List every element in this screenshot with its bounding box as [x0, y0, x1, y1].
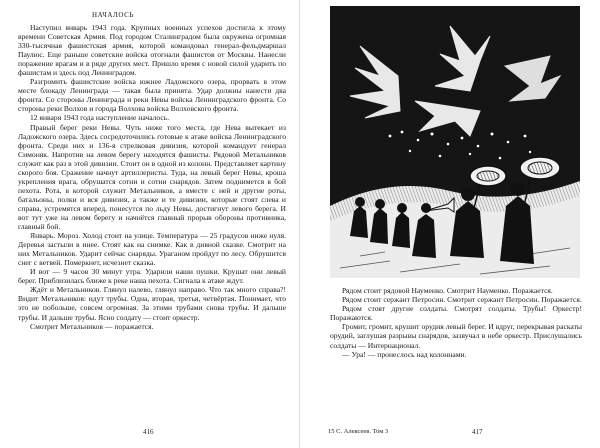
paragraph: Громит, громит, крушит орудия левый берег. И вдруг, перекрывая раскаты орудий, заглушая разрывы снарядов, зазвучал в небе оркестр. Прислушались солдаты — Интернационал. [330, 322, 582, 350]
paragraph: Смотрит Метальников — поражается. [30, 321, 154, 331]
paragraph: Рядом стоит рядовой Науменко. Смотрит Науменко. Поражается. [342, 286, 553, 295]
page-number-left: 416 [143, 428, 154, 436]
right-page [300, 0, 600, 448]
paragraph: И вот — 9 часов 30 минут утра. Ударили наши пушки. Крушат они левый берег. Приблизилась ближе к реке наша пехота. Сигнала к атаке ждут. [18, 267, 286, 286]
woodcut-illustration [330, 6, 580, 278]
paragraph: Рядом стоят другие солдаты. Смотрят солдаты. Трубы! Оркестр! Поражаются. [330, 304, 582, 323]
paragraph: Разгромить фашистские войска южнее Ладожского озера, прорвать в этом месте блокаду Ленинграда — такая была принята. Удар должны нанести два фронта. Со стороны Ленинграда и реки Невы войска Ленинградского фронта. Со стороны реки Волхов и города Волхова войска Волховского фронта. [18, 77, 286, 114]
printer-signature: 15 С. Алексеев. Том 3 [328, 428, 389, 435]
left-page-text [18, 23, 286, 331]
running-head: НАЧАЛОСЬ [92, 11, 135, 19]
right-page-text [330, 286, 582, 359]
paragraph: 12 января 1943 года наступление началось. [30, 113, 170, 123]
page-number-right: 417 [472, 428, 483, 436]
paragraph: Январь. Мороз. Холод стоит на улице. Температура — 25 градусов ниже нуля. Деревья застыли в инее. Стоят как на снимке. Как в дивной сказке. Смотрит на них Метальников. Ударит сейчас снаряды. Ураганом пройдут по лесу. Обрушится снег с ветвей. Померкнет, исчезнет сказка. [18, 231, 286, 268]
paragraph: Рядом стоит сержант Петросин. Смотрит сержант Петросин. Поражается. [342, 295, 582, 305]
paragraph: Правый берег реки Невы. Чуть ниже того места, где Нева вытекает из Ладожского озера. Здесь сосредоточились готовые к атаке войска Ленинградского фронта. Среди них и 136-я стрелковая дивизия, которой командует генерал Симоняк. Напротив на левом берегу находятся фашисты. Рядовой Метальников служит как раз в этой дивизии. Стоит он в одной из колонн. Представляет картину скорого боя. Сражение начнут артиллеристы. Туда, на левый берег Невы, кроша укрепления врага, обрушатся сотни и сотни снарядов. Затем поднимется в бой пехота. Рота, в которой служит Метальников, а вместе с ней и другие роты, батальоны, полки и вся дивизия, а также и те дивизии, которые стоят слева и справа, устремятся вперед, понесутся по льду Невы, достигнут левого берега. И вот тут уже на левом берегу и начнётся главный прорыв обороны противника, главный бой. [18, 122, 286, 232]
paragraph: Ждёт и Метальников. Глянул налево, глянул направо. Что так много справа?! Видит Метальников: идут трубы. Одна, вторая, третья, четвёртая. Понимает, что это не побольше, совсем огромная. За этими трубами снова трубы. И дальше трубы. И дальше трубы. Ясно солдату — стоит оркестр. [18, 285, 286, 322]
illustration-drawing [330, 6, 580, 278]
paragraph: — Ура! — пронеслось над колоннами. [342, 349, 467, 359]
paragraph: Наступил январь 1943 года. Крупных военных успехов достигла к этому времени Советская Армия. Под городом Сталинградом была окружена огромная 330-тысячная фашистская армия, которой командовал генерал-фельдмаршал Паулюс. Еще раньше советские войска отогнали фашистов от Москвы. Нанесли поражение врагам и в ряде других мест. Пришло время с новой силой ударить по фашистам и здесь под Ленинградом. [18, 23, 286, 78]
